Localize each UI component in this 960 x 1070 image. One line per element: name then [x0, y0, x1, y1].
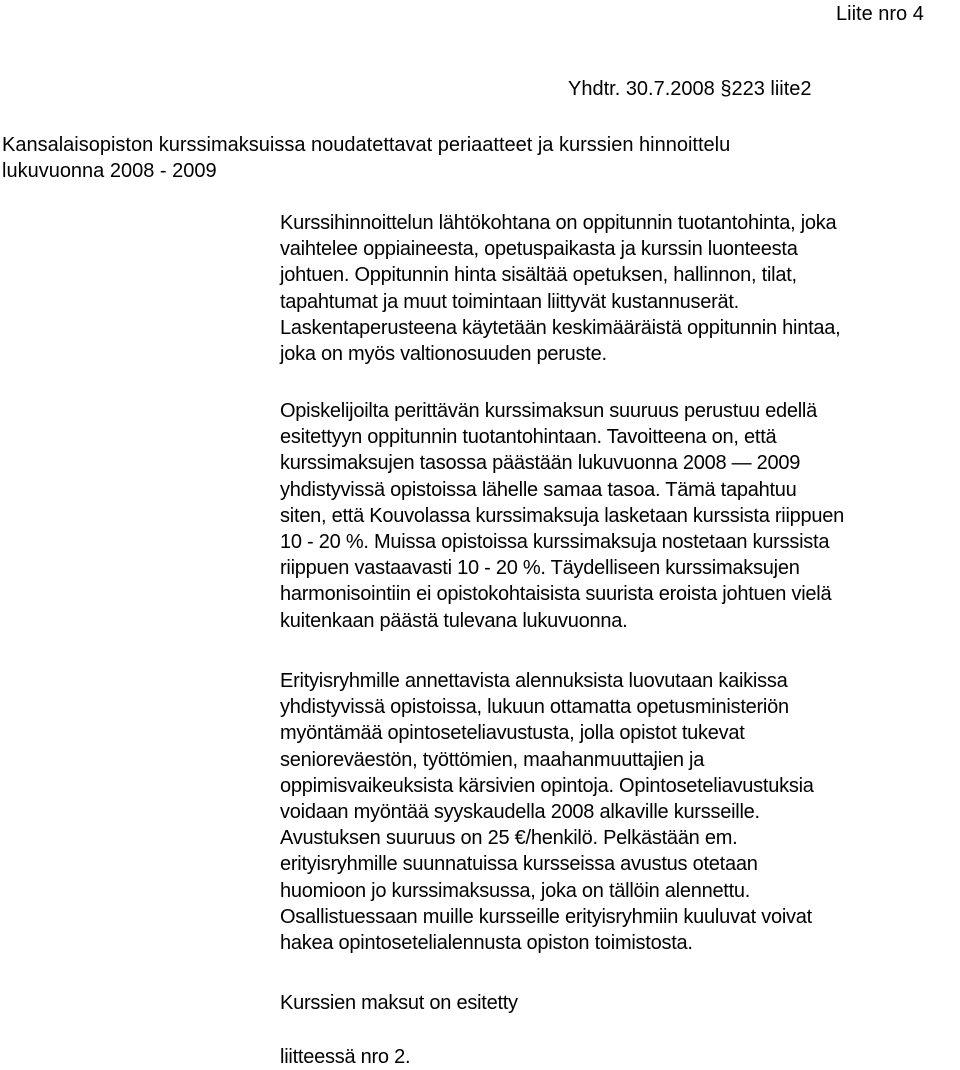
paragraph-line: erityisryhmille suunnatuissa kursseissa avustus otetaan	[280, 853, 758, 876]
paragraph-line: vaihtelee oppiaineesta, opetuspaikasta ja kurssin luonteesta	[280, 238, 798, 261]
paragraph-line: Erityisryhmille annettavista alennuksista luovutaan kaikissa	[280, 670, 788, 692]
document-title	[2, 132, 922, 184]
meeting-reference: Yhdtr. 30.7.2008 §223 liite2	[568, 78, 812, 100]
paragraph-pricing-basis	[280, 210, 958, 367]
title-line: Kansalaisopiston kurssimaksuissa noudatettavat periaatteet ja kurssien hinnoittelu	[2, 134, 731, 156]
paragraph-line: myöntämää opintoseteliavustusta, jolla opistot tukevat	[280, 722, 745, 745]
paragraph-discounts	[280, 668, 958, 956]
paragraph-line: 10 - 20 %. Muissa opistoissa kurssimaksuja nostetaan kurssista	[280, 531, 830, 554]
paragraph-line: tapahtumat ja muut toimintaan liittyvät kustannuserät.	[280, 290, 739, 313]
paragraph-line: riippuen vastaavasti 10 - 20 %. Täydelliseen kurssimaksujen	[280, 557, 800, 580]
paragraph-line: Opiskelijoilta perittävän kurssimaksun suuruus perustuu edellä	[280, 400, 817, 422]
paragraph-line: harmonisointiin ei opistokohtaisista suurista eroista johtuen vielä	[280, 583, 832, 606]
paragraph-line: voidaan myöntää syyskaudella 2008 alkaville kursseille.	[280, 801, 760, 824]
paragraph-line: senioreväestön, työttömien, maahanmuuttajien ja	[280, 748, 705, 771]
paragraph-line: Avustuksen suuruus on 25 €/henkilö. Pelkästään em.	[280, 827, 738, 850]
paragraph-line: huomioon jo kurssimaksussa, joka on tällöin alennettu.	[280, 879, 751, 902]
paragraph-line: Osallistuessaan muille kursseille erityisryhmiin kuuluvat voivat	[280, 905, 812, 928]
paragraph-line: kurssimaksujen tasossa päästään lukuvuonna 2008 — 2009	[280, 452, 801, 475]
paragraph-line: Laskentaperusteena käytetään keskimääräistä oppitunnin hintaa,	[280, 316, 841, 339]
paragraph-line: Kurssien maksut on esitetty	[280, 992, 518, 1014]
paragraph-appendix-reference	[280, 1044, 958, 1070]
paragraph-fees-reference	[280, 990, 958, 1016]
paragraph-line: yhdistyvissä opistoissa, lukuun ottamatta opetusministeriön	[280, 696, 789, 719]
paragraph-line: kuitenkaan päästä tulevana lukuvuonna.	[280, 609, 628, 632]
paragraph-line: siten, että Kouvolassa kurssimaksuja lasketaan kurssista riippuen	[280, 504, 845, 527]
paragraph-line: oppimisvaikeuksista kärsivien opintoja. Opintoseteliavustuksia	[280, 774, 814, 797]
paragraph-line: joka on myös valtionosuuden peruste.	[280, 343, 607, 366]
appendix-label: Liite nro 4	[836, 3, 924, 25]
paragraph-line: esitettyyn oppitunnin tuotantohintaan. Tavoitteena on, että	[280, 426, 777, 449]
paragraph-line: Kurssihinnoittelun lähtökohtana on oppitunnin tuotantohinta, joka	[280, 212, 837, 234]
paragraph-line: johtuen. Oppitunnin hinta sisältää opetuksen, hallinnon, tilat,	[280, 264, 797, 287]
paragraph-line: hakea opintosetelialennusta opiston toimistosta.	[280, 932, 693, 955]
paragraph-line: liitteessä nro 2.	[280, 1046, 411, 1068]
title-line: lukuvuonna 2008 - 2009	[2, 160, 217, 182]
paragraph-course-fees	[280, 398, 958, 634]
paragraph-line: yhdistyvissä opistoissa lähelle samaa tasoa. Tämä tapahtuu	[280, 478, 797, 501]
